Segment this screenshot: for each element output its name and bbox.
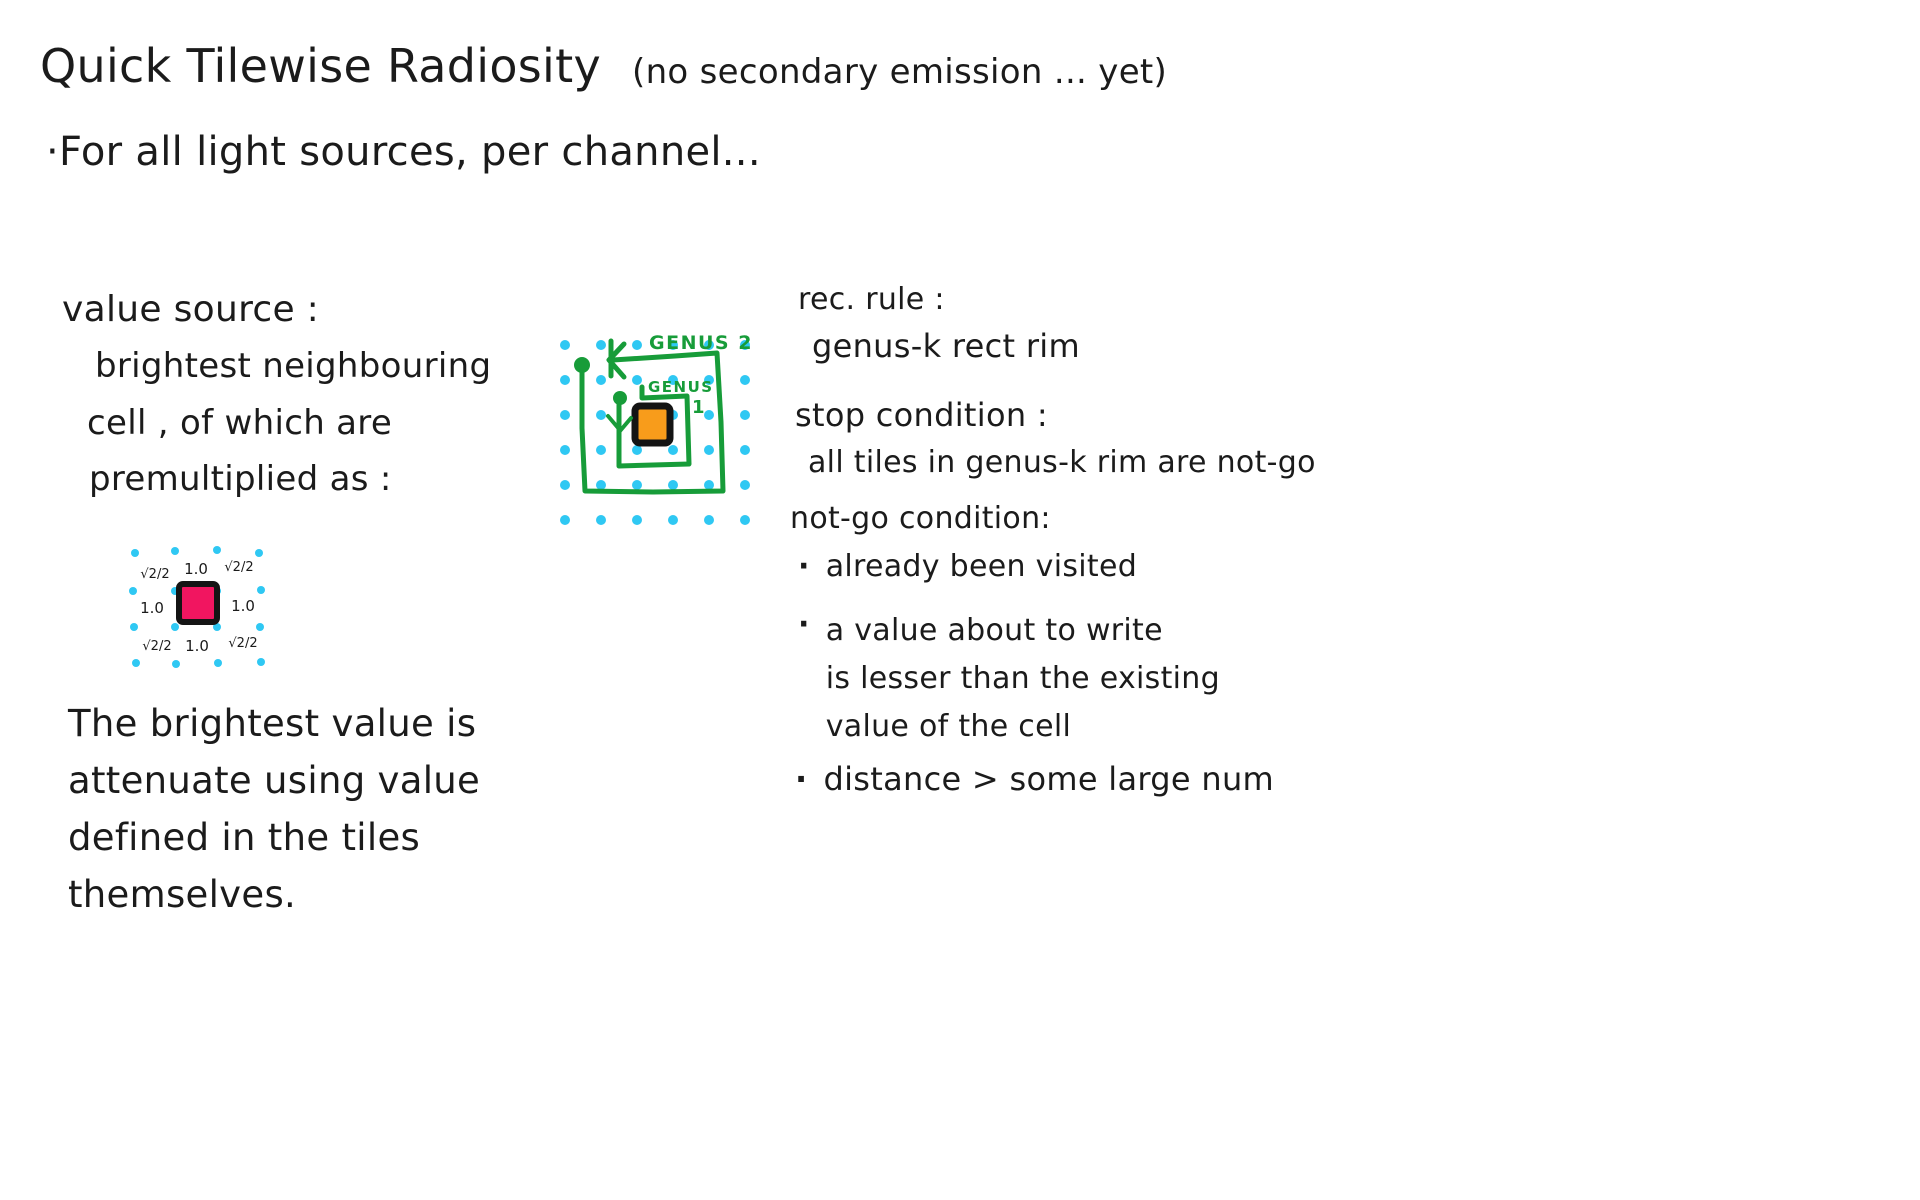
notgo-bullet-distance bbox=[795, 760, 1274, 799]
paragraph-line: defined in the tiles bbox=[68, 816, 421, 859]
value-source-line: premultiplied as : bbox=[89, 459, 392, 499]
kernel-value-top-left: √2/2 bbox=[140, 567, 170, 582]
rec-rule-heading: rec. rule : bbox=[798, 282, 945, 317]
page-title: Quick Tilewise Radiosity bbox=[40, 39, 601, 93]
pink-center-cell bbox=[179, 584, 217, 622]
stop-condition-body: all tiles in genus-k rim are not-go bbox=[808, 445, 1316, 480]
bullet-text: value of the cell bbox=[825, 709, 1072, 744]
bullet-text: is lesser than the existing bbox=[825, 661, 1220, 696]
paragraph-line: The brightest value is bbox=[68, 702, 477, 745]
rec-rule-body: genus-k rect rim bbox=[812, 327, 1080, 365]
notgo-bullet-visited bbox=[798, 549, 1137, 586]
value-source-heading: value source : bbox=[62, 289, 320, 330]
genus2-label: GENUS 2 bbox=[649, 332, 753, 354]
bullet-text: distance > some large num bbox=[823, 760, 1274, 798]
kernel-value-top: 1.0 bbox=[184, 560, 208, 578]
kernel-value-bottom: 1.0 bbox=[185, 637, 209, 655]
notgo-bullet-lesser-value bbox=[798, 607, 1220, 751]
kernel-value-top-right: √2/2 bbox=[224, 560, 254, 575]
kernel-value-bottom-right: √2/2 bbox=[228, 636, 258, 651]
title-note: (no secondary emission ... yet) bbox=[632, 52, 1168, 92]
value-source-line: cell , of which are bbox=[87, 403, 393, 443]
orange-source-cell bbox=[635, 406, 670, 443]
genus2-start-pin bbox=[574, 357, 590, 373]
genus1-number: 1 bbox=[692, 397, 707, 418]
bullet-text: already been visited bbox=[825, 549, 1138, 584]
attenuation-paragraph bbox=[68, 695, 480, 923]
paragraph-line: themselves. bbox=[68, 873, 297, 916]
subtitle-bullet-line: ·For all light sources, per channel... bbox=[46, 129, 761, 175]
kernel-value-right: 1.0 bbox=[231, 597, 255, 615]
bullet-dot: · bbox=[798, 607, 810, 642]
bullet-dot: · bbox=[798, 549, 810, 584]
genus1-start-pin bbox=[613, 391, 627, 405]
stop-condition-heading: stop condition : bbox=[795, 396, 1048, 434]
kernel-weights-diagram bbox=[125, 543, 285, 683]
value-source-line: brightest neighbouring bbox=[95, 346, 492, 386]
genus-rim-diagram bbox=[545, 308, 770, 543]
kernel-value-left: 1.0 bbox=[140, 599, 164, 617]
kernel-value-bottom-left: √2/2 bbox=[142, 639, 172, 654]
paragraph-line: attenuate using value bbox=[68, 759, 481, 802]
genus1-label: GENUS bbox=[648, 378, 714, 396]
notgo-condition-heading: not-go condition: bbox=[790, 501, 1051, 536]
bullet-text: a value about to write bbox=[825, 613, 1163, 648]
bullet-dot: · bbox=[795, 760, 808, 798]
